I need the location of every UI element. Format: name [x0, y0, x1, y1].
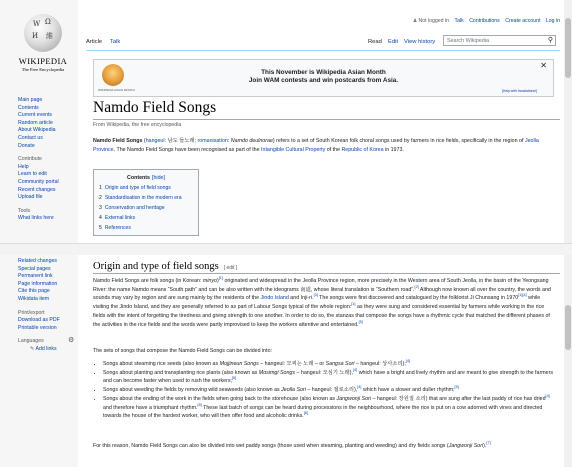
toc-item-number: 5: [99, 225, 102, 231]
citation-link[interactable]: [2]: [414, 284, 419, 289]
sidebar-heading-print: Print/export: [18, 309, 45, 316]
italic-text: Jangwonji Sori: [448, 443, 484, 449]
toc-item-label[interactable]: External links: [104, 215, 136, 221]
article-link[interactable]: Republic of Korea: [341, 146, 384, 153]
toc-title-label: Contents: [127, 175, 150, 181]
section-divider: [93, 273, 560, 274]
citation-link[interactable]: [4]: [352, 367, 358, 372]
citation-link[interactable]: [4]: [545, 394, 550, 399]
paragraph-wet-dry: [93, 442, 551, 451]
add-links-label: Add links: [35, 345, 57, 352]
toc-item-label[interactable]: References: [104, 225, 131, 231]
text-run: while visiting the Jindo Island, and they are generally referred to as part of Labour Songs typical of the whole region:: [93, 295, 541, 311]
citation-link[interactable]: [5]: [197, 402, 202, 407]
italic-text: Mojjineun Songs: [219, 361, 259, 367]
italic-text: Mosimgi Songs: [258, 369, 295, 376]
text-run: – hangeul: 장원질 소리) that are sung after the last paddy of rice has dried: [370, 395, 546, 402]
text-run: : 남도 들노래;: [164, 138, 198, 144]
citation-link[interactable]: [1]: [351, 302, 356, 307]
central-notice-banner: [93, 59, 554, 97]
sidebar-item-main-page[interactable]: Main page: [18, 97, 43, 103]
search-icon[interactable]: ⚲: [547, 37, 553, 44]
citation-link[interactable]: [4]: [405, 359, 411, 364]
toc-item-number: 1: [99, 185, 102, 191]
toc-item[interactable]: [99, 203, 198, 213]
citation-link[interactable]: [1]: [218, 276, 223, 281]
text-run: (: [142, 138, 146, 144]
paragraph-sets-intro: The sets of songs that compose the Namdo Field Songs can be divided into:: [93, 348, 273, 354]
pencil-icon: ✎: [30, 345, 35, 352]
toc-item-number: 4: [99, 215, 102, 221]
text-run: Songs about steaming rice seeds (also known as: [103, 361, 220, 367]
sidebar-item-contents[interactable]: Contents: [18, 104, 39, 111]
list-item: [103, 369, 559, 386]
toc-item-number: 3: [99, 205, 102, 211]
sidebar-item-donate[interactable]: Donate: [18, 142, 35, 149]
article-link[interactable]: romanisation: [197, 138, 228, 144]
wikipedia-logo[interactable]: [17, 14, 69, 90]
personal-tools: [409, 18, 560, 24]
sidebar-item-about[interactable]: About Wikipedia: [18, 127, 56, 134]
text-run: The songs were first discovered and catalogued by the folklorist Ji Chunsang in 1970: [317, 295, 519, 302]
article-link[interactable]: hangeul: [145, 138, 165, 144]
search-input[interactable]: [443, 35, 556, 46]
citation-link[interactable]: [5]: [231, 376, 237, 381]
banner-help-link[interactable]: [Help with translations!]: [501, 89, 537, 93]
sidebar-item-learn-to-edit[interactable]: Learn to edit: [18, 171, 47, 178]
citation-link[interactable]: [4]: [357, 385, 362, 390]
text-run: and therefore have a triumphant rhythm.: [103, 404, 198, 411]
italic-text: Jeolla Sori: [281, 387, 306, 394]
text-run: – hangeul: 모심기 노래),: [295, 369, 353, 376]
sidebar-item-download-pdf[interactable]: Download as PDF: [18, 317, 60, 324]
list-item: [103, 360, 559, 369]
tabs-divider: [86, 50, 560, 51]
text-run: ).: [483, 443, 487, 449]
text-run: originated and widespread in the Jeolla Province region, more precisely in the Western area of South Jeolla, in the basin of the Yeongsang River: the name Namdo means “South path” and can be also written with the ideograms 南道, whose literal translation is “Southern road”.: [93, 278, 549, 293]
page-title: Namdo Field Songs: [93, 99, 217, 116]
sidebar-nav-main: [18, 97, 59, 223]
toc-hide-toggle[interactable]: [hide]: [151, 175, 165, 181]
toc-list: [94, 183, 198, 233]
sidebar-item-upload-file[interactable]: Upload file: [18, 194, 43, 201]
text-run: – hangeul: 절로소리),: [305, 387, 358, 394]
text-run: These last batch of songs can be heard during processions in the neighbourhood, where the rice is put on a cow adorned with vines and directed towards the house of the hardest worker, who will then offer food and alcoholic drinks.: [103, 404, 543, 420]
scrollbar[interactable]: [564, 255, 572, 467]
search-placeholder: Search Wikipedia: [447, 38, 489, 44]
title-divider: [93, 119, 560, 120]
login-link[interactable]: Log in: [545, 18, 560, 24]
italic-text: Namdo deulnorae: [230, 138, 273, 144]
text-run: ) refers to a set of South Korean folk choral songs used by farmers in rice fields, specifically in the region of: [272, 138, 525, 144]
section-edit-link[interactable]: [ edit ]: [223, 265, 238, 271]
text-run: Songs about weeding the fields by removing wild seaweeds (also known as: [103, 387, 282, 394]
citation-link[interactable]: [3]: [313, 293, 318, 298]
close-icon[interactable]: ✕: [540, 61, 547, 70]
toc-item-label[interactable]: Origin and type of field songs: [104, 185, 171, 191]
scrollbar-thumb[interactable]: [565, 18, 571, 78]
add-links-link[interactable]: [30, 346, 60, 354]
text-run: Namdo Field Songs are folk songs (in Korean:: [93, 278, 203, 284]
article-link[interactable]: Intangible Cultural Property: [261, 146, 326, 153]
text-run: which have a bright and lively rhythm and are meant to give strength to the farmers and can become faster when used to rush the workers;: [103, 369, 554, 385]
sidebar-item-current-events[interactable]: Current events: [18, 112, 53, 119]
languages-label: Languages: [18, 338, 44, 345]
text-run: of the: [325, 146, 342, 153]
italic-text: Jangwonji Sori: [336, 395, 371, 402]
citation-link[interactable]: [1][4]: [518, 293, 527, 298]
puzzle-globe-icon: W Ω И 維: [24, 14, 62, 52]
text-run: – hangeul: 모찌는 노래 – or: [258, 361, 326, 367]
sidebar-item-random-article[interactable]: Random article: [18, 119, 53, 126]
toc-item-number: 2: [99, 195, 102, 201]
text-run: For this reason, Namdo Field Songs can also be divided into wet paddy songs (those used when steaming, planting and weeding) and dry fields songs (: [93, 443, 449, 449]
text-run: ): [216, 278, 219, 284]
tab-talk[interactable]: Talk: [110, 39, 121, 45]
text-run: :: [227, 138, 231, 144]
toc-item-label[interactable]: Conservation and heritage: [104, 205, 165, 211]
banner-line-2: Join WAM contests and win postcards from Asia.: [248, 77, 399, 84]
text-run: in 1973.: [383, 146, 404, 153]
not-logged-in-label: Not logged in: [418, 18, 450, 24]
sidebar-item-community-portal[interactable]: Community portal: [18, 178, 59, 185]
italic-text: Sangsa Sori: [325, 361, 355, 367]
tab-view-history[interactable]: View history: [404, 39, 436, 45]
citation-link[interactable]: [6]: [303, 411, 308, 416]
sidebar-item-printable-version[interactable]: Printable version: [18, 324, 57, 331]
tab-edit[interactable]: Edit: [388, 39, 398, 45]
sidebar-item-what-links-here[interactable]: What links here: [18, 215, 54, 222]
citation-link[interactable]: [7]: [486, 441, 491, 446]
list-item: [103, 395, 559, 421]
text-run: which have a slower and duller rhythm;: [361, 387, 455, 394]
site-subtitle: From Wikipedia, the free encyclopedia: [93, 122, 182, 128]
logo-tagline: The Free Encyclopedia: [21, 67, 65, 72]
browser-window-bottom: [0, 255, 572, 467]
citation-link[interactable]: [5]: [358, 319, 363, 324]
contributions-link[interactable]: Contributions: [469, 18, 500, 24]
tab-read[interactable]: Read: [368, 39, 382, 45]
text-run: and Inji-ri.: [288, 295, 314, 302]
sidebar-heading-tools: Tools: [18, 207, 31, 214]
banner-logo-caption: WIKIPEDIA ASIAN MONTH: [98, 88, 135, 92]
sidebar-item-permanent-link[interactable]: Permanent link: [18, 273, 53, 280]
toc-item[interactable]: [99, 213, 198, 223]
scrollbar-thumb[interactable]: [565, 305, 571, 350]
section-title: Origin and type of field songs: [93, 261, 219, 272]
song-types-list: [93, 360, 559, 421]
banner-line-1: This November is Wikipedia Asian Month: [261, 69, 386, 76]
sidebar-item-recent-changes[interactable]: Recent changes: [18, 186, 56, 193]
sidebar-item-wikidata-item[interactable]: Wikidata item: [18, 295, 50, 302]
sidebar-item-related-changes[interactable]: Related changes: [18, 258, 57, 264]
logo-wordmark: WIKIPEDIA: [18, 56, 68, 66]
gear-icon[interactable]: ⚙: [68, 337, 75, 345]
text-run: . The Namdo Field Songs have been recognised as part of the: [113, 146, 262, 153]
sidebar-item-cite-page[interactable]: Cite this page: [18, 288, 50, 295]
user-icon: ♟: [412, 18, 418, 24]
section-heading: [93, 261, 237, 272]
italic-text: minyo: [202, 278, 217, 284]
toc-title: [94, 175, 198, 181]
talk-link[interactable]: Talk: [454, 18, 464, 24]
tab-article[interactable]: Article: [86, 39, 103, 45]
scrollbar[interactable]: [564, 0, 572, 243]
bold-text: Namdo Field Songs: [93, 138, 143, 144]
create-account-link[interactable]: Create account: [505, 18, 541, 24]
toc-item[interactable]: [99, 183, 198, 193]
sidebar-item-special-pages[interactable]: Special pages: [18, 265, 51, 272]
text-run: as they were sung and considered essential by farmers while working in the rice fields with the intent of forgetting the tiredness and giving strength to one another. In order to do so, the stanzas that compose the songs have a rhythmic cycle that matched the different phases of the activities in the rice fields and the words were partly improvised to keep the workers attentive and entertained.: [93, 304, 550, 328]
article-link[interactable]: Jindo Island: [260, 295, 289, 302]
text-run: Songs about the ending of the work in the fields when going back to the storehouse (also known as: [103, 395, 337, 402]
citation-link[interactable]: [5]: [454, 385, 459, 390]
sidebar-nav-tools: [18, 258, 75, 354]
sidebar-heading-languages: [18, 337, 75, 346]
table-of-contents: [93, 169, 199, 236]
toc-item[interactable]: [99, 223, 198, 233]
text-run: Although now known all over the country, the words and sounds may vary by region and are sung mainly by the residents of the: [93, 286, 551, 302]
text-run: – hangeul: 상사소리);: [354, 361, 406, 367]
paragraph-origin: [93, 277, 551, 329]
sidebar-item-help[interactable]: Help: [18, 163, 29, 170]
toc-item[interactable]: [99, 193, 198, 203]
article-link[interactable]: Jeolla Province: [93, 138, 539, 153]
lead-paragraph: [93, 137, 553, 154]
sidebar-heading-contribute: Contribute: [18, 156, 42, 163]
toc-item-label[interactable]: Standardisation in the modern era: [104, 195, 182, 201]
text-run: Songs about planting and transplanting rice plants (also known as: [103, 369, 259, 376]
sidebar-item-page-information[interactable]: Page information: [18, 280, 58, 287]
sidebar-item-contact[interactable]: Contact us: [18, 134, 43, 141]
list-item: [103, 386, 559, 395]
